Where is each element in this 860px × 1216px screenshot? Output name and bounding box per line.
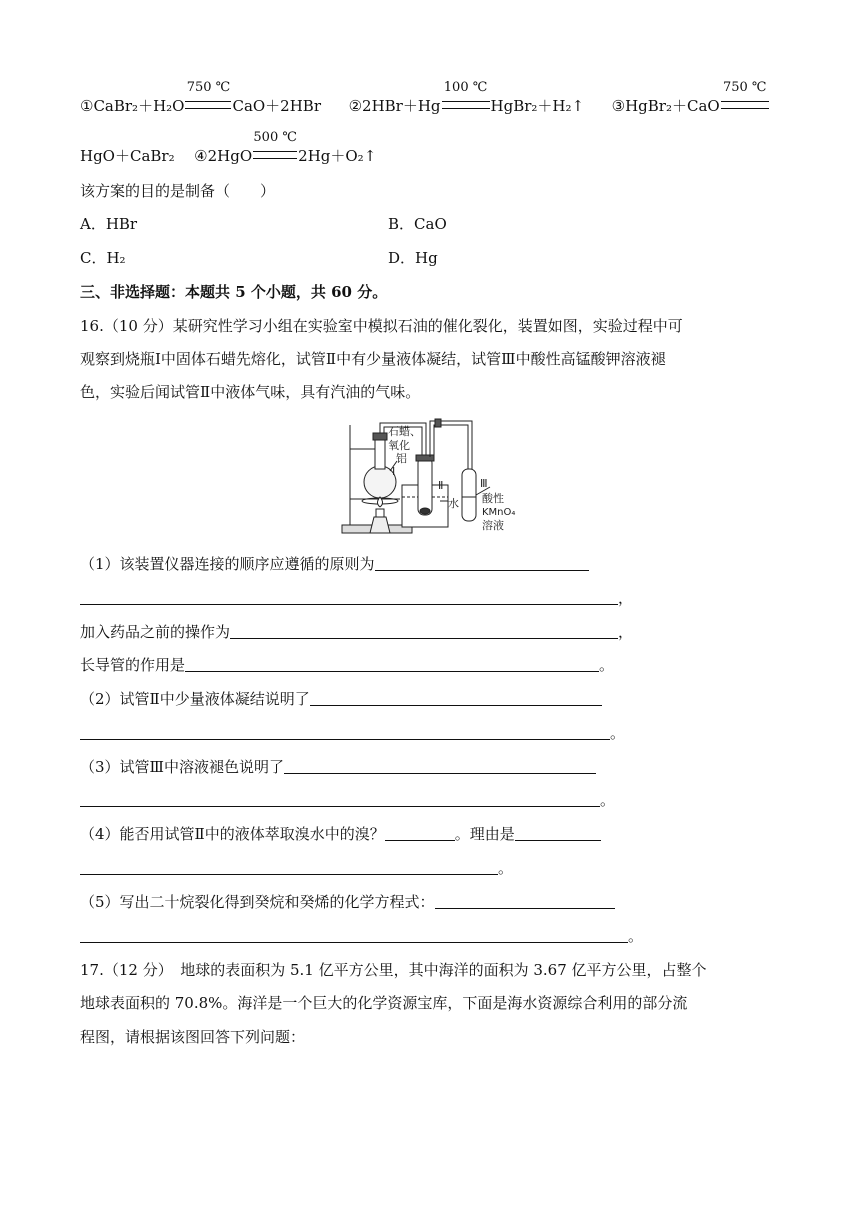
q16-part1-line-a2: ， — [80, 588, 633, 608]
q17-text-line-3: 程图，请根据该图回答下列问题： — [80, 1028, 306, 1046]
q15-option-b: B．CaO — [388, 215, 447, 233]
q16-part2-line-1: （2）试管Ⅱ中少量液体凝结说明了 — [80, 689, 602, 709]
answer-blank[interactable] — [375, 554, 589, 571]
q15-option-a: A．HBr — [80, 215, 138, 233]
fig-label-paraffin-3: 铝 — [396, 452, 407, 465]
q16-text-line-3: 色，实验后闻试管Ⅱ中液体气味，具有汽油的气味。 — [80, 383, 421, 401]
reaction-line-2 — [80, 130, 377, 166]
fig-label-acid: 酸性 — [482, 492, 504, 505]
fig-label-III: Ⅲ — [480, 477, 488, 490]
q17-text-line-1: 17.（12 分） 地球的表面积为 5.1 亿平方公里，其中海洋的面积为 3.67 亿平方公里，占整个 — [80, 961, 707, 979]
answer-blank[interactable] — [310, 689, 602, 706]
answer-blank[interactable] — [284, 757, 596, 774]
q15-option-d: D．Hg — [388, 249, 438, 267]
fig-label-paraffin-1: 石蜡、 — [388, 425, 421, 438]
answer-blank[interactable] — [80, 926, 628, 943]
q17-text-line-2: 地球表面积的 70.8%。海洋是一个巨大的化学资源宝库，下面是海水资源综合利用的部分流 — [80, 994, 688, 1012]
q16-part1-line-a: （1）该装置仪器连接的顺序应遵循的原则为 — [80, 554, 589, 574]
q16-part5-line-1: （5）写出二十烷裂化得到癸烷和癸烯的化学方程式： — [80, 892, 615, 912]
reaction-line-1 — [80, 80, 770, 116]
fig-label-water: 水 — [448, 497, 459, 510]
reaction-1-lhs: ①CaBr₂＋H₂O — [80, 97, 185, 115]
reaction-3-lhs: ③HgBr₂＋CaO — [611, 97, 720, 115]
answer-blank[interactable] — [80, 858, 498, 875]
answer-blank[interactable] — [385, 824, 455, 841]
q16-text-line-1: 16.（10 分）某研究性学习小组在实验室中模拟石油的催化裂化，装置如图，实验过程中可 — [80, 317, 683, 335]
answer-blank[interactable] — [80, 723, 610, 740]
reaction-2-lhs: ②2HBr＋Hg — [348, 97, 441, 115]
reaction-2-condition: 100 ℃ — [442, 96, 490, 116]
q15-stem: 该方案的目的是制备（ ） — [80, 182, 276, 200]
q16-part3-line-2: 。 — [80, 790, 615, 810]
q16-part3-line-1: （3）试管Ⅲ中溶液褪色说明了 — [80, 757, 596, 777]
q15-option-c: C．H₂ — [80, 249, 126, 267]
cracking-apparatus-figure — [340, 417, 540, 539]
reaction-3-rhs: HgO＋CaBr₂ — [80, 147, 175, 165]
fig-label-I: Ⅰ — [392, 465, 396, 478]
fig-label-solution: 溶液 — [482, 519, 504, 532]
fig-label-II: Ⅱ — [438, 479, 444, 492]
answer-blank[interactable] — [185, 655, 599, 672]
reaction-1-condition: 750 ℃ — [185, 96, 231, 116]
q16-part4-line-2: 。 — [80, 858, 513, 878]
q16-part2-line-2: 。 — [80, 723, 625, 743]
answer-blank[interactable] — [80, 588, 618, 605]
section-3-heading: 三、非选择题：本题共 5 个小题，共 60 分。 — [80, 283, 388, 301]
reaction-4-rhs: 2Hg＋O₂↑ — [298, 147, 377, 165]
q16-part1-line-b: 加入药品之前的操作为 ， — [80, 623, 634, 641]
q16-part4-line-1: （4）能否用试管Ⅱ中的液体萃取溴水中的溴？ 。理由是 — [80, 824, 601, 844]
answer-blank[interactable] — [435, 892, 615, 909]
answer-blank[interactable] — [515, 824, 601, 841]
fig-label-kmno4: KMnO₄ — [482, 507, 516, 518]
reaction-4-lhs: ④2HgO — [194, 147, 253, 165]
q16-part5-line-2: 。 — [80, 926, 643, 946]
reaction-4-condition: 500 ℃ — [253, 146, 297, 166]
answer-blank[interactable] — [80, 790, 600, 807]
q16-part1-line-c: 长导管的作用是 。 — [80, 656, 615, 674]
reaction-3-condition: 750 ℃ — [721, 96, 769, 116]
reaction-1-rhs: CaO＋2HBr — [232, 97, 322, 115]
fig-label-paraffin-2: 氧化 — [388, 439, 410, 452]
reaction-2-rhs: HgBr₂＋H₂↑ — [490, 97, 585, 115]
q16-text-line-2: 观察到烧瓶Ⅰ中固体石蜡先熔化，试管Ⅱ中有少量液体凝结，试管Ⅲ中酸性高锰酸钾溶液褪 — [80, 350, 666, 368]
answer-blank[interactable] — [230, 622, 618, 639]
